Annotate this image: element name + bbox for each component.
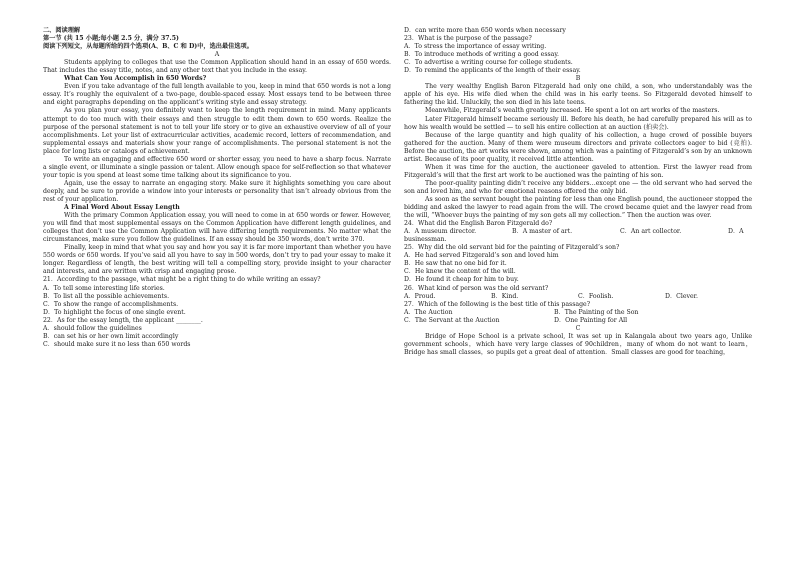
- passage-c-letter: C: [575, 324, 581, 332]
- paragraph: Bridge of Hope School is a private school, It was set up in Kalangala about two years ago, Unlike government schools，which have very large classes of 90children，many of whom do not want to learn，Bridge has small classes，so pupils get a great deal of attention．Small classes are good for teaching，: [404, 332, 752, 356]
- paragraph: Even if you take advantage of the full length available to you, keep in mind that 650 words is not a long essay. It’s roughly the equivalent of a two-page, double-spaced essay. Most essays tend to be between three and eight paragraphs depending on the applicant’s writing style and essay strategy.: [43, 83, 391, 107]
- question-22: 22．As for the essay length, the applicant ________.: [43, 316, 203, 324]
- section-title: 二、阅读理解: [43, 27, 81, 34]
- option: B．To introduce methods of writing a good essay.: [404, 51, 560, 59]
- option: B．He saw that no one bid for it.: [404, 260, 507, 268]
- option: C．He knew the content of the will.: [404, 268, 516, 276]
- paragraph: When it was time for the auction, the auctioneer gaveled to attention. First the lawyer read from Fitzgerald’s will that the first art work to be auctioned was the painting of his son.: [404, 163, 752, 179]
- option: B．Kind.: [491, 292, 519, 300]
- question-21: 21．According to the passage, what might be a right thing to do while writing an essay?: [43, 276, 321, 284]
- option: D．He found it cheap for him to buy.: [404, 276, 519, 284]
- option: A．Proud.: [404, 292, 436, 300]
- option: C．To show the range of accomplishments.: [43, 300, 179, 308]
- option: B．A master of art.: [512, 228, 573, 236]
- option: A．To tell some interesting life stories.: [43, 284, 165, 292]
- question-27: 27．Which of the following is the best title of this passage?: [404, 300, 591, 308]
- question-23: 23．What is the purpose of the passage?: [404, 35, 532, 43]
- paragraph: The very wealthy English Baron Fitzgerald had only one child, a son, who understandably was the apple of his eye. His wife died when the child was in his early teens. So Fitzgerald devoted himself to fathering the kid. Unluckily, the son died in his late teens.: [404, 83, 752, 107]
- heading: What Can You Accomplish in 650 Words?: [64, 75, 207, 83]
- paragraph: Later Fitzgerald himself became seriously ill. Before his death, he had carefully prepared his will as to how his wealth would be settled — to sell his entire collection at an auction (拍卖会).: [404, 115, 752, 131]
- paragraph: The poor-quality painting didn’t receive any bidders…except one — the old servant who had served the son and loved him, and who for emotional reasons offered the only bid.: [404, 179, 752, 195]
- part-title: 第一节 (共 15 小题;每小题 2.5 分，满分 37.5): [43, 35, 179, 43]
- question-25: 25．Why did the old servant bid for the painting of Fitzgerald’s son?: [404, 244, 620, 252]
- option: D．To remind the applicants of the length of their essay.: [404, 67, 581, 75]
- options-row: [404, 317, 752, 325]
- question-24: 24．What did the English Baron Fitzgerald do?: [404, 220, 553, 228]
- option: B．The Painting of the Son: [554, 308, 639, 316]
- heading: A Final Word About Essay Length: [64, 204, 180, 212]
- left-column: [43, 27, 391, 349]
- option: C．An art collector.: [620, 228, 682, 236]
- paragraph: As you plan your essay, you definitely want to keep the length requirement in mind. Many applicants attempt to do too much with their essays and then struggle to edit them down to 650 words. Realize the purpose of the personal statement is not to tell your life story or to give an exhaustive overview of all of your accomplishments. Let your list of extracurricular activities, academic record, letters of recommendation, and supplemental essays and materials show your range of accomplishments. The personal statement is not the place for long lists or catalogs of achievement.: [43, 107, 391, 155]
- options-row: [404, 228, 752, 236]
- paragraph: Students applying to colleges that use the Common Application should hand in an essay of 650 words. That includes the essay title, notes, and any other text that you include in the essay.: [43, 59, 391, 75]
- option: D．A: [728, 228, 744, 236]
- option: D．can write more than 650 words when necessary: [404, 27, 566, 34]
- paragraph: Finally, keep in mind that what you say and how you say it is far more important than whether you have 550 words or 650 words. If you’ve said all you have to say in 500 words, don’t try to pad your essay to make it longer. Regardless of length, the best writing will tell a compelling story, provide insight to your character and interests, and are written with crisp and engaging prose.: [43, 244, 391, 276]
- option: A．should follow the guidelines: [43, 324, 142, 332]
- option: C．To advertise a writing course for college students.: [404, 59, 573, 67]
- option: D．One Painting for All: [554, 316, 628, 324]
- passage-a-letter: A: [214, 51, 220, 59]
- instruction: 阅读下列短文，从每题所给的四个选项(A、B、C 和 D)中，选出最佳选项。: [43, 43, 253, 51]
- paragraph: Meanwhile, Fitzgerald’s wealth greatly increased. He spent a lot on art works of the masters.: [425, 107, 720, 115]
- question-26: 26．What kind of person was the old servant?: [404, 284, 549, 292]
- option: C．Foolish.: [578, 292, 614, 300]
- option: C．The Servant at the Auction: [404, 316, 500, 324]
- option: A．The Auction: [404, 308, 453, 316]
- paragraph: Again, use the essay to narrate an engaging story. Make sure it highlights something you care about deeply, and be sure to provide a window into your interests or personality that isn’t already obvious from the rest of your application.: [43, 179, 391, 203]
- options-row: [404, 293, 752, 301]
- option: D．To highlight the focus of one single event.: [43, 308, 186, 316]
- option: A．To stress the importance of essay writing.: [404, 43, 547, 51]
- option: A．He had served Fitzgerald’s son and loved him: [404, 252, 559, 260]
- options-row: [404, 309, 752, 317]
- option: A．A museum director.: [404, 228, 477, 236]
- option: D．Clever.: [665, 292, 698, 300]
- paragraph: With the primary Common Application essay, you will need to come in at 650 words or fewer. However, you will find that most supplemental essays on the Common Application have different length guidelines, and colleges that don’t use the Common Application will have differing length requirements. No matter what the circumstances, make sure you follow the guidelines. If an essay should be 350 words, don’t write 370.: [43, 212, 391, 244]
- option-continuation: businessman.: [404, 236, 447, 244]
- option: B．can set his or her own limit accordingly: [43, 332, 179, 340]
- right-column: [404, 27, 752, 357]
- option: C．should make sure it no less than 650 words: [43, 340, 191, 348]
- passage-b-letter: B: [575, 75, 581, 83]
- option: B．To list all the possible achievements.: [43, 292, 170, 300]
- paragraph: As soon as the servant bought the painting for less than one English pound, the auctioneer stopped the bidding and asked the lawyer to read again from the will. The crowd became quiet and the lawyer read from the will, “Whoever buys the painting of my son gets all my collection.” Then the auction was over.: [404, 195, 752, 220]
- paragraph: To write an engaging and effective 650 word or shorter essay, you need to have a sharp focus. Narrate a single event, or illuminate a single passion or talent. Allow enough space for self-reflection so that whatever your topic is you spend at least some time talking about its significance to you.: [43, 155, 391, 179]
- paragraph: Because of the large quantity and high quality of his collection, a huge crowd of possible buyers gathered for the auction. Many of them were museum directors and private collectors eager to bid (竞拍). Before the auction, the art works were shown, among which was a painting of Fitzgerald’s son by an unknown artist. Because of its poor quality, it received little attention.: [404, 131, 752, 163]
